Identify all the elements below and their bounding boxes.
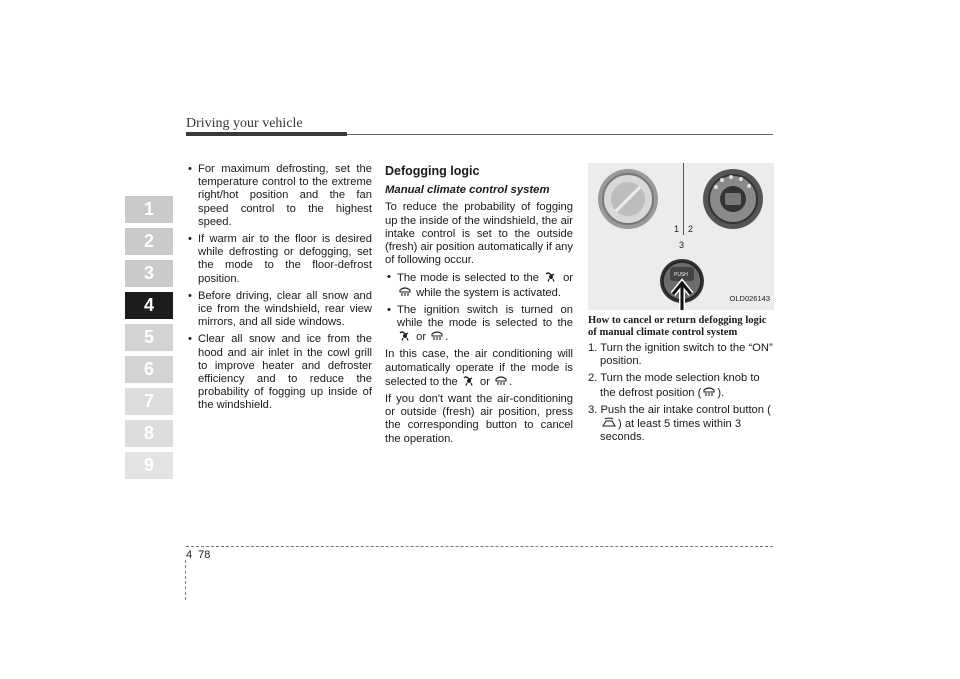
section-title: Defogging logic <box>385 164 480 178</box>
condition-bullet <box>385 304 573 345</box>
chapter-tab-4[interactable] <box>125 292 173 319</box>
tip-bullet: • For maximum defrosting, set the temperature control to the extreme right/hot position and the fan speed control to the highest speed. <box>186 163 372 229</box>
footer-margin-line <box>185 560 186 600</box>
chapter-tab-5[interactable] <box>125 324 173 351</box>
chapter-tab-label: 8 <box>143 423 154 443</box>
step-text: ). <box>717 386 725 399</box>
header-rule-thin <box>347 134 773 135</box>
column-2 <box>385 163 573 450</box>
step-text: ) at least 5 times within 3 seconds. <box>600 418 742 444</box>
page-number-value: 78 <box>198 549 211 561</box>
column-1 <box>186 163 372 417</box>
figure-label-2: 2 <box>688 224 694 234</box>
step-text: 2. Turn the mode selection knob to the defrost position ( <box>588 372 760 399</box>
figure-drawing <box>588 163 774 310</box>
ac-paragraph <box>385 348 573 389</box>
page-number <box>186 549 216 561</box>
chapter-tab-label: 5 <box>143 327 154 347</box>
chapter-tab-label: 7 <box>143 391 154 411</box>
floor-defrost-icon <box>463 375 475 386</box>
chapter-tab-label: 2 <box>143 231 154 251</box>
chapter-tab-label: 9 <box>143 455 154 475</box>
section-subtitle: Manual climate control system <box>385 184 550 197</box>
tip-bullet: • If warm air to the floor is desired while defrosting or defogging, set the mode to the floor-defrost position. <box>186 233 372 286</box>
intro-paragraph: To reduce the probability of fogging up the inside of the windshield, the air intake control is set to the outside (fresh) air position automatically if any of following occur. <box>385 201 573 267</box>
bullet-text: The mode is selected to the <box>397 272 539 285</box>
step-3 <box>588 404 774 445</box>
paragraph-text: In this case, the air conditioning will automatically operate if the mode is selected to the <box>385 348 573 388</box>
push-label: PUSH <box>674 272 688 278</box>
air-intake-icon <box>602 417 616 428</box>
cancel-paragraph: If you don't want the air-conditioning or outside (fresh) air position, press the corresponding button to cancel the operation. <box>385 393 573 445</box>
chapter-tab-label: 3 <box>143 263 154 283</box>
defrost-icon <box>495 375 507 386</box>
tip-bullet: • Clear all snow and ice from the hood and air inlet in the cowl grill to improve heater and defroster efficiency and to reduce the probability of fogging up inside of the windshield. <box>186 333 372 412</box>
chapter-tab-label: 1 <box>143 199 154 219</box>
chapter-tab-3[interactable] <box>125 260 173 287</box>
step-1: 1. Turn the ignition switch to the “ON” position. <box>588 342 773 368</box>
chapter-tab-8[interactable] <box>125 420 173 447</box>
defrost-icon <box>399 286 411 297</box>
defrost-icon <box>703 386 715 397</box>
chapter-tab-1[interactable] <box>125 196 173 223</box>
bullet-text: or <box>416 331 427 344</box>
floor-defrost-icon <box>399 330 411 341</box>
climate-control-figure <box>588 163 774 310</box>
condition-bullet <box>385 271 573 299</box>
page-header-title: Driving your vehicle <box>186 116 303 131</box>
bullet-text: or <box>563 272 574 285</box>
paragraph-text: or <box>480 375 490 388</box>
figure-code: OLD026143 <box>729 293 770 303</box>
cancel-heading: How to cancel or return defogging logic of manual climate control system <box>588 315 767 338</box>
footer-rule <box>186 546 773 547</box>
chapter-tab-7[interactable] <box>125 388 173 415</box>
floor-defrost-icon <box>545 271 557 282</box>
chapter-tab-label: 4 <box>143 295 154 315</box>
step-2 <box>588 372 774 399</box>
figure-label-3: 3 <box>679 240 685 250</box>
bullet-text: while the system is activated. <box>416 286 561 299</box>
chapter-tab-2[interactable] <box>125 228 173 255</box>
chapter-tab-label: 6 <box>143 359 154 379</box>
chapter-tabs <box>125 196 173 484</box>
bullet-text: The ignition switch is turned on while the mode is selected to the <box>397 303 573 330</box>
paragraph-text: . <box>509 375 513 388</box>
tip-bullet: • Before driving, clear all snow and ice from the windshield, rear view mirrors, and all side windows. <box>186 290 372 330</box>
chapter-tab-6[interactable] <box>125 356 173 383</box>
bullet-text: . <box>445 331 449 344</box>
figure-label-1: 1 <box>674 224 680 234</box>
header-rule <box>186 132 347 136</box>
chapter-number: 4 <box>186 549 193 561</box>
figure-divider <box>683 163 684 235</box>
chapter-tab-9[interactable] <box>125 452 173 479</box>
step-text: 3. Push the air intake control button ( <box>588 403 771 416</box>
defrost-icon <box>431 330 443 341</box>
column-3 <box>588 163 774 448</box>
